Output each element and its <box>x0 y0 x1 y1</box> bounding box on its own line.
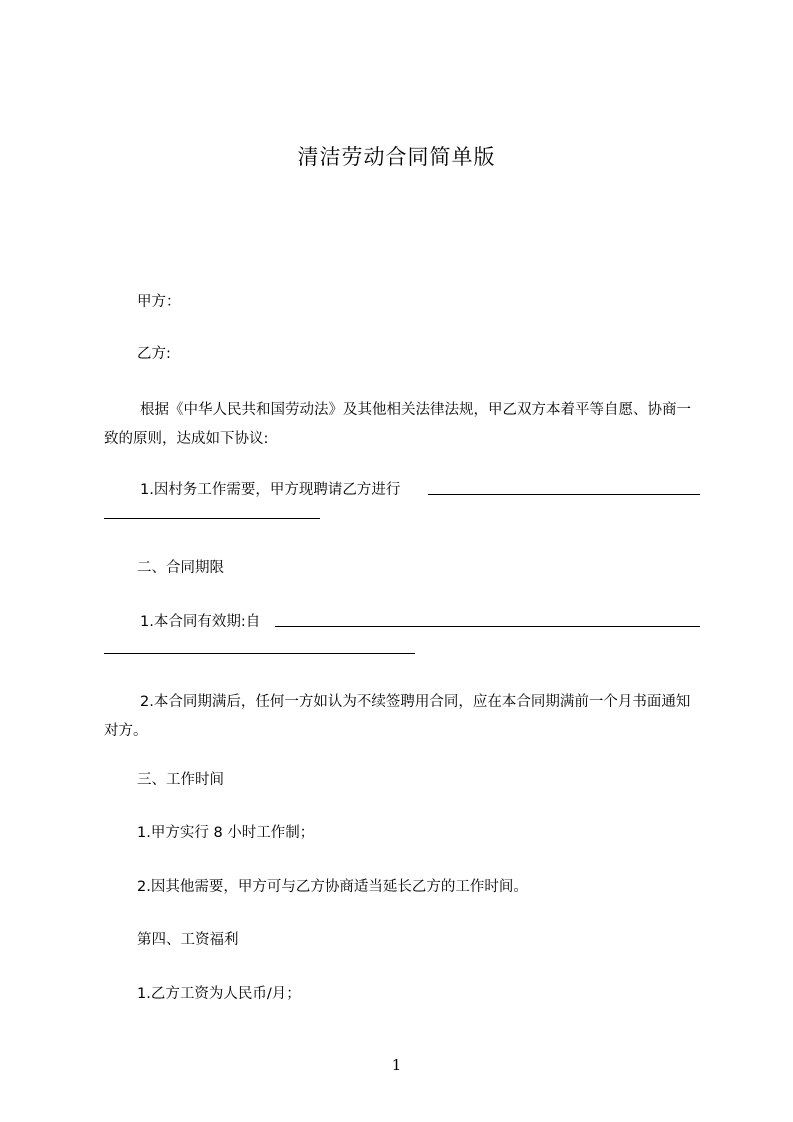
party-b-label: 乙方: <box>137 346 171 362</box>
clause-2-1-blank-line-continued <box>104 653 415 654</box>
clause-1-1-blank-line <box>428 494 700 495</box>
clause-4-1: 1.乙方工资为人民币/月； <box>137 986 301 1002</box>
section-2-heading: 二、合同期限 <box>137 560 224 576</box>
clause-2-2: 2.本合同期满后，任何一方如认为不续签聘用合同，应在本合同期满前一个月书面通知对方。 <box>104 694 691 739</box>
clause-3-2: 2.因其他需要，甲方可与乙方协商适当延长乙方的工作时间。 <box>137 879 528 895</box>
page-number: 1 <box>391 1056 402 1074</box>
clause-2-1-blank-line <box>275 626 700 627</box>
clause-2-1: 1.本合同有效期:自 <box>140 614 261 630</box>
document-title: 清洁劳动合同简单版 <box>297 145 496 169</box>
section-3-heading: 三、工作时间 <box>137 772 224 788</box>
section-4-heading: 第四、工资福利 <box>137 932 239 948</box>
preamble-paragraph: 根据《中华人民共和国劳动法》及其他相关法律法规，甲乙双方本着平等自愿、协商一致的原则，达成如下协议: <box>104 402 691 447</box>
clause-1-1-blank-line-continued <box>104 518 320 519</box>
clause-3-1: 1.甲方实行 8 小时工作制； <box>137 825 315 841</box>
party-a-label: 甲方： <box>137 294 181 310</box>
clause-1-1: 1.因村务工作需要，甲方现聘请乙方进行 <box>140 482 401 498</box>
